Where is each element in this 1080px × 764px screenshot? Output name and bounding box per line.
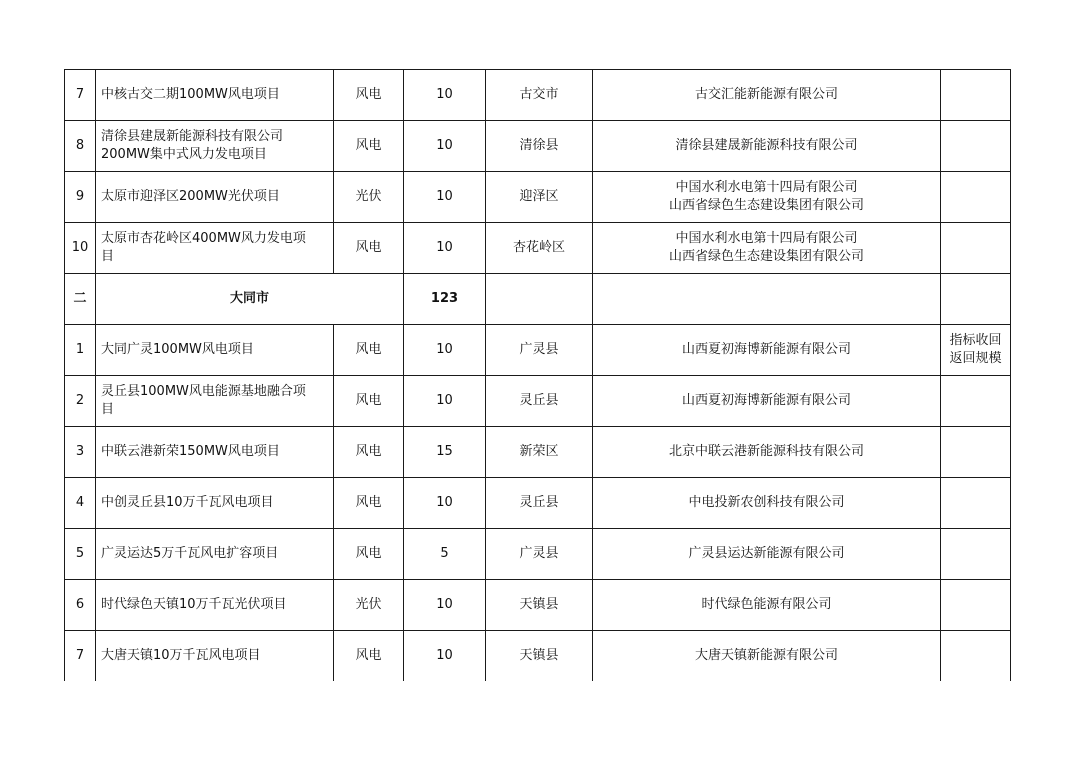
- project-location: [486, 580, 593, 631]
- project-company: [593, 223, 941, 274]
- project-type: [334, 478, 404, 529]
- group-location: [486, 274, 593, 325]
- group-scale-text: 123: [430, 291, 459, 306]
- project-type: [334, 580, 404, 631]
- project-name: [96, 223, 334, 274]
- project-company: [593, 121, 941, 172]
- project-company: [593, 325, 941, 376]
- project-type-text: 风电: [355, 495, 382, 510]
- project-company-line: 古交汇能新能源有限公司: [694, 87, 838, 102]
- project-company: [593, 172, 941, 223]
- group-no-text: 二: [73, 291, 87, 306]
- project-note-line: 返回规模: [949, 351, 1002, 366]
- group-row: [65, 274, 1011, 325]
- project-scale: [404, 172, 486, 223]
- project-name-line: 广灵运达5万千瓦风电扩容项目: [101, 546, 279, 561]
- project-type: [334, 631, 404, 682]
- project-type: [334, 376, 404, 427]
- project-company-line: 中电投新农创科技有限公司: [688, 495, 845, 510]
- project-location-text: 新荣区: [519, 444, 559, 459]
- group-title-text: 大同市: [229, 291, 269, 306]
- project-type-text: 光伏: [355, 189, 382, 204]
- project-company: [593, 427, 941, 478]
- project-name: [96, 529, 334, 580]
- table-row: [65, 631, 1011, 682]
- project-company-line: 山西省绿色生态建设集团有限公司: [668, 249, 864, 264]
- project-type-text: 风电: [355, 87, 382, 102]
- project-name-line: 200MW集中式风力发电项目: [101, 147, 267, 162]
- project-type: [334, 325, 404, 376]
- project-location: [486, 529, 593, 580]
- project-scale-text: 10: [436, 240, 453, 255]
- row-no-text: 4: [75, 495, 85, 510]
- project-name: [96, 70, 334, 121]
- project-location: [486, 325, 593, 376]
- row-no: [65, 427, 96, 478]
- row-no-text: 1: [75, 342, 85, 357]
- project-name: [96, 325, 334, 376]
- row-no: [65, 172, 96, 223]
- project-name-line: 太原市迎泽区200MW光伏项目: [101, 189, 280, 204]
- row-no-text: 3: [75, 444, 85, 459]
- project-location-text: 广灵县: [519, 546, 559, 561]
- project-scale-text: 10: [436, 393, 453, 408]
- project-scale-text: 10: [436, 597, 453, 612]
- project-location-text: 古交市: [519, 87, 559, 102]
- project-type: [334, 121, 404, 172]
- row-no: [65, 325, 96, 376]
- project-note: [941, 478, 1011, 529]
- project-name: [96, 580, 334, 631]
- project-note: [941, 529, 1011, 580]
- row-no: [65, 376, 96, 427]
- project-location-text: 广灵县: [519, 342, 559, 357]
- project-note: [941, 631, 1011, 682]
- project-name: [96, 631, 334, 682]
- project-type: [334, 427, 404, 478]
- project-table-body: [65, 70, 1011, 682]
- project-location-text: 天镇县: [519, 648, 559, 663]
- row-no: [65, 580, 96, 631]
- table-row: [65, 70, 1011, 121]
- project-note: [941, 427, 1011, 478]
- project-type: [334, 529, 404, 580]
- project-note: [941, 223, 1011, 274]
- project-company-line: 大唐天镇新能源有限公司: [694, 648, 838, 663]
- project-type-text: 风电: [355, 444, 382, 459]
- project-name-line: 灵丘县100MW风电能源基地融合项: [101, 384, 306, 399]
- table-row: [65, 427, 1011, 478]
- project-table: [64, 69, 1011, 681]
- project-scale-text: 10: [436, 495, 453, 510]
- table-row: [65, 121, 1011, 172]
- project-company-line: 中国水利水电第十四局有限公司: [675, 231, 858, 246]
- project-scale: [404, 121, 486, 172]
- project-location-text: 迎泽区: [519, 189, 559, 204]
- table-row: [65, 223, 1011, 274]
- table-row: [65, 376, 1011, 427]
- table-row: [65, 478, 1011, 529]
- project-scale: [404, 325, 486, 376]
- row-no-text: 7: [75, 87, 85, 102]
- project-type: [334, 172, 404, 223]
- project-type: [334, 223, 404, 274]
- row-no-text: 6: [75, 597, 85, 612]
- project-scale: [404, 427, 486, 478]
- project-name-line: 目: [101, 402, 115, 417]
- project-name-line: 中联云港新荣150MW风电项目: [101, 444, 280, 459]
- project-name: [96, 427, 334, 478]
- project-location: [486, 172, 593, 223]
- group-company: [593, 274, 941, 325]
- project-scale-text: 10: [436, 138, 453, 153]
- project-location: [486, 121, 593, 172]
- project-location: [486, 478, 593, 529]
- project-company: [593, 478, 941, 529]
- row-no-text: 7: [75, 648, 85, 663]
- project-note: [941, 70, 1011, 121]
- project-scale: [404, 631, 486, 682]
- project-scale-text: 10: [436, 342, 453, 357]
- project-name: [96, 172, 334, 223]
- project-scale: [404, 478, 486, 529]
- project-location: [486, 427, 593, 478]
- project-location: [486, 376, 593, 427]
- project-type-text: 风电: [355, 648, 382, 663]
- row-no: [65, 529, 96, 580]
- project-company: [593, 376, 941, 427]
- project-company-line: 山西省绿色生态建设集团有限公司: [668, 198, 864, 213]
- project-location: [486, 223, 593, 274]
- project-note: [941, 580, 1011, 631]
- row-no: [65, 70, 96, 121]
- project-type: [334, 70, 404, 121]
- project-name-line: 时代绿色天镇10万千瓦光伏项目: [101, 597, 287, 612]
- project-company-line: 时代绿色能源有限公司: [701, 597, 832, 612]
- row-no-text: 2: [75, 393, 85, 408]
- project-company-line: 山西夏初海博新能源有限公司: [681, 342, 851, 357]
- project-type-text: 风电: [355, 342, 382, 357]
- project-company-line: 山西夏初海博新能源有限公司: [681, 393, 851, 408]
- group-no: [65, 274, 96, 325]
- project-company: [593, 631, 941, 682]
- project-scale-text: 10: [436, 648, 453, 663]
- table-row: [65, 529, 1011, 580]
- project-company: [593, 70, 941, 121]
- project-scale: [404, 580, 486, 631]
- project-name-line: 太原市杏花岭区400MW风力发电项: [101, 231, 306, 246]
- project-location: [486, 70, 593, 121]
- group-note: [941, 274, 1011, 325]
- project-company-line: 中国水利水电第十四局有限公司: [675, 180, 858, 195]
- row-no: [65, 631, 96, 682]
- project-name-line: 中核古交二期100MW风电项目: [101, 87, 280, 102]
- project-type-text: 风电: [355, 138, 382, 153]
- table-row: [65, 172, 1011, 223]
- project-location: [486, 631, 593, 682]
- project-scale: [404, 529, 486, 580]
- project-scale: [404, 70, 486, 121]
- project-scale: [404, 376, 486, 427]
- project-company-line: 广灵县运达新能源有限公司: [688, 546, 845, 561]
- project-note: [941, 325, 1011, 376]
- project-note: [941, 172, 1011, 223]
- project-location-text: 天镇县: [519, 597, 559, 612]
- project-name-line: 大唐天镇10万千瓦风电项目: [101, 648, 261, 663]
- project-type-text: 风电: [355, 393, 382, 408]
- row-no-text: 5: [75, 546, 85, 561]
- project-scale-text: 5: [440, 546, 449, 561]
- project-name-line: 目: [101, 249, 115, 264]
- project-location-text: 灵丘县: [519, 393, 559, 408]
- project-name-line: 大同广灵100MW风电项目: [101, 342, 254, 357]
- project-note: [941, 376, 1011, 427]
- project-company: [593, 580, 941, 631]
- project-name: [96, 478, 334, 529]
- project-scale-text: 10: [436, 87, 453, 102]
- row-no: [65, 121, 96, 172]
- project-company-line: 清徐县建晟新能源科技有限公司: [675, 138, 858, 153]
- table-row: [65, 580, 1011, 631]
- project-name-line: 中创灵丘县10万千瓦风电项目: [101, 495, 274, 510]
- group-scale: [404, 274, 486, 325]
- project-note-line: 指标收回: [949, 333, 1002, 348]
- row-no-text: 9: [75, 189, 85, 204]
- row-no-text: 10: [71, 240, 89, 255]
- project-name-line: 清徐县建晟新能源科技有限公司: [101, 129, 284, 144]
- project-scale-text: 10: [436, 189, 453, 204]
- project-company: [593, 529, 941, 580]
- project-location-text: 灵丘县: [519, 495, 559, 510]
- project-name: [96, 376, 334, 427]
- project-company-line: 北京中联云港新能源科技有限公司: [668, 444, 864, 459]
- row-no-text: 8: [75, 138, 85, 153]
- project-scale: [404, 223, 486, 274]
- row-no: [65, 478, 96, 529]
- project-location-text: 杏花岭区: [512, 240, 565, 255]
- project-name: [96, 121, 334, 172]
- project-note: [941, 121, 1011, 172]
- table-row: [65, 325, 1011, 376]
- project-location-text: 清徐县: [519, 138, 559, 153]
- project-scale-text: 15: [436, 444, 453, 459]
- project-type-text: 风电: [355, 546, 382, 561]
- project-type-text: 风电: [355, 240, 382, 255]
- project-type-text: 光伏: [355, 597, 382, 612]
- group-title: [96, 274, 404, 325]
- row-no: [65, 223, 96, 274]
